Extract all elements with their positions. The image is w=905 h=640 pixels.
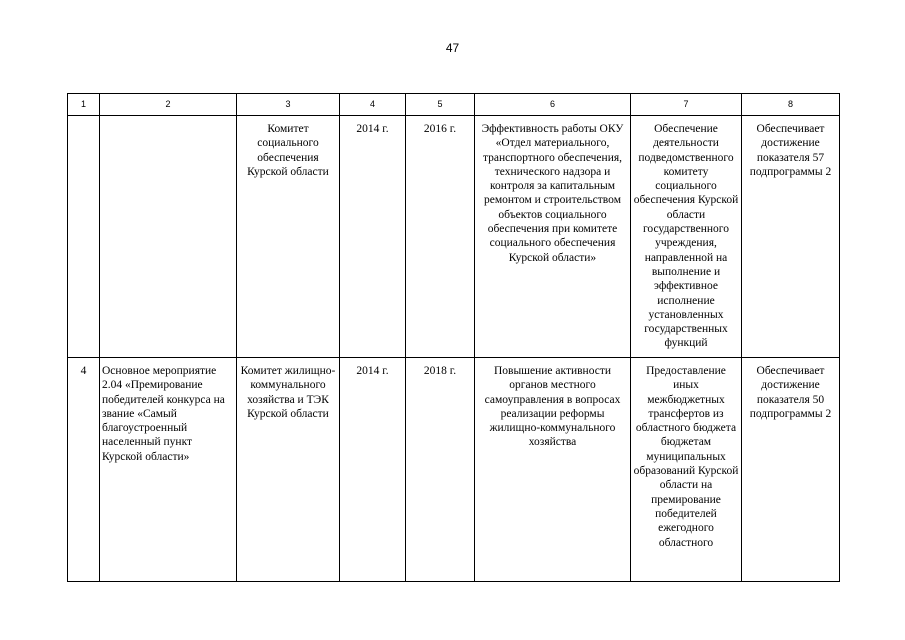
table-header-row xyxy=(68,94,840,116)
measure-cell: Основное мероприятие 2.04 «Премирование победителей конкурса на звание «Самый благоустроенный населенный пункт Курской области» xyxy=(100,358,237,582)
column-number-header: 2 xyxy=(100,94,237,116)
main-content-cell: Предоставление иных межбюджетных трансфертов из областного бюджета бюджетам муниципальных образований Курской области на премирование победителей ежегодного областного xyxy=(631,358,742,582)
measures-table xyxy=(67,93,840,582)
column-number-header: 5 xyxy=(406,94,475,116)
column-number-header: 6 xyxy=(475,94,631,116)
column-number-header: 8 xyxy=(742,94,840,116)
row-number-cell: 4 xyxy=(68,358,100,582)
main-content-cell: Обеспечение деятельности подведомственного комитету социального обеспечения Курской области государственного учреждения, направленной на выполнение и эффективное исполнение установленных государственных функций xyxy=(631,116,742,358)
start-year-cell: 2014 г. xyxy=(340,116,406,358)
expected-result-cell: Повышение активности органов местного самоуправления в вопросах реализации реформы жилищно-коммунального хозяйства xyxy=(475,358,631,582)
executor-cell: Комитет жилищно-коммунального хозяйства и ТЭК Курской области xyxy=(237,358,340,582)
table-row xyxy=(68,116,840,358)
column-number-header: 7 xyxy=(631,94,742,116)
end-year-cell: 2018 г. xyxy=(406,358,475,582)
row-number-cell xyxy=(68,116,100,358)
measure-cell xyxy=(100,116,237,358)
column-number-header: 1 xyxy=(68,94,100,116)
indicator-relation-cell: Обеспечивает достижение показателя 50 подпрограммы 2 xyxy=(742,358,840,582)
indicator-relation-cell: Обеспечивает достижение показателя 57 подпрограммы 2 xyxy=(742,116,840,358)
page-number: 47 xyxy=(445,41,460,55)
expected-result-cell: Эффективность работы ОКУ «Отдел материального, транспортного обеспечения, технического надзора и контроля за капитальным ремонтом и строительством объектов социального обеспечения при комитете социального обеспечения Курской области» xyxy=(475,116,631,358)
start-year-cell: 2014 г. xyxy=(340,358,406,582)
end-year-cell: 2016 г. xyxy=(406,116,475,358)
column-number-header: 3 xyxy=(237,94,340,116)
column-number-header: 4 xyxy=(340,94,406,116)
table-row xyxy=(68,358,840,582)
executor-cell: Комитет социального обеспечения Курской области xyxy=(237,116,340,358)
